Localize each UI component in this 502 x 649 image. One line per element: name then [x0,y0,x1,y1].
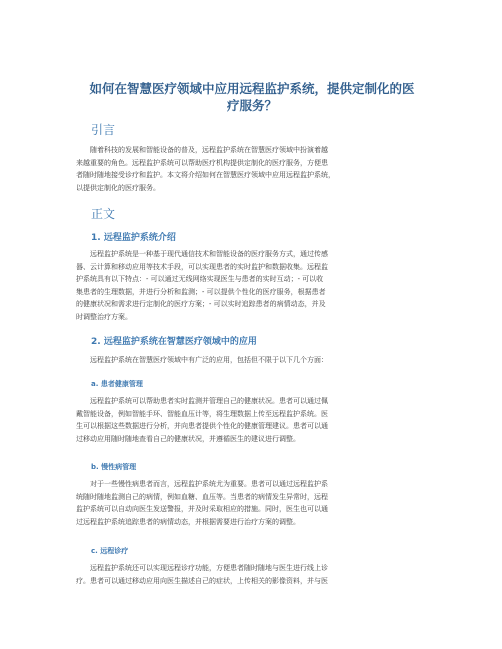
section-1-line: 的健康状况和需求进行定制化的医疗方案；- 可以实时追踪患者的病情动态，并及 [76,300,326,309]
section-1-line: 时调整治疗方案。 [76,312,132,321]
subsection-c-line: 远程监护系统还可以实现远程诊疗功能，方便患者随时随地与医生进行线上诊 [76,564,328,572]
document-title [66,80,438,114]
subsection-a-line: 过移动应用随时随地查看自己的健康状况，并遵循医生的建议进行调整。 [76,434,300,443]
intro-heading: 引言 [91,123,116,137]
body-heading: 正文 [91,207,116,221]
section-1-heading: 1. 远程监护系统介绍 [91,233,176,243]
subsection-b-line: 监护系统可以自动向医生发送警报，并及时采取相应的措施。同时，医生也可以通 [76,505,328,514]
subsection-c-heading: c. 远程诊疗 [91,547,129,555]
intro-paragraph [76,144,430,194]
subsection-c-line: 疗。患者可以通过移动应用向医生描述自己的症状，上传相关的影像资料，并与医 [76,576,328,585]
subsection-a-heading: a. 患者健康管理 [91,380,143,388]
section-1-line: 远程监护系统是一种基于现代通信技术和智能设备的医疗服务方式，通过传感 [76,250,328,258]
intro-line: 者随时随地接受诊疗和监护。本文将介绍如何在智慧医疗领域中应用远程监护系统， [76,171,335,180]
subsection-a-line: 远程监护系统可以帮助患者实时监测并管理自己的健康状况。患者可以通过佩 [76,397,328,405]
document-title-line-1: 如何在智慧医疗领域中应用远程监护系统，提供定制化的医 [89,81,415,96]
subsection-b-heading: b. 慢性病管理 [91,463,137,471]
intro-line: 来越重要的角色。远程监护系统可以帮助医疗机构提供定制化的医疗服务，方便患 [76,158,328,167]
subsection-c-paragraph [76,562,430,587]
section-1-paragraph [76,248,430,324]
subsection-a-paragraph [76,395,430,445]
intro-line: 以提供定制化的医疗服务。 [76,183,160,192]
section-2-line: 远程监护系统在智慧医疗领域中有广泛的应用，包括但不限于以下几个方面： [76,356,328,364]
section-2-paragraph [76,354,430,367]
subsection-b-line: 过远程监护系统追踪患者的病情动态，并根据需要进行治疗方案的调整。 [76,517,300,526]
section-1-line: 集患者的生理数据，并进行分析和监测；- 可以提供个性化的医疗服务，根据患者 [76,287,326,296]
subsection-a-line: 戴智能设备，例如智能手环、智能血压计等，将生理数据上传至远程监护系统。医 [76,409,328,418]
subsection-b-paragraph [76,478,430,528]
subsection-b-line: 统随时随地监测自己的病情，例如血糖、血压等。当患者的病情发生异常时，远程 [76,492,328,501]
section-1-line: 护系统具有以下特点：- 可以通过无线网络实现医生与患者的实时互动；- 可以收 [76,275,324,284]
document-title-line-2: 疗服务？ [226,98,277,113]
subsection-b-line: 对于一些慢性病患者而言，远程监护系统尤为重要。患者可以通过远程监护系 [76,480,328,488]
section-2-heading: 2. 远程监护系统在智慧医疗领域中的应用 [91,337,257,347]
section-1-line: 器、云计算和移动应用等技术手段，可以实现患者的实时监护和数据收集。远程监 [76,262,328,271]
intro-line: 随着科技的发展和智能设备的普及，远程监护系统在智慧医疗领域中扮演着越 [76,146,328,154]
subsection-a-line: 生可以根据这些数据进行分析，并向患者提供个性化的健康管理建议。患者可以通 [76,422,328,431]
